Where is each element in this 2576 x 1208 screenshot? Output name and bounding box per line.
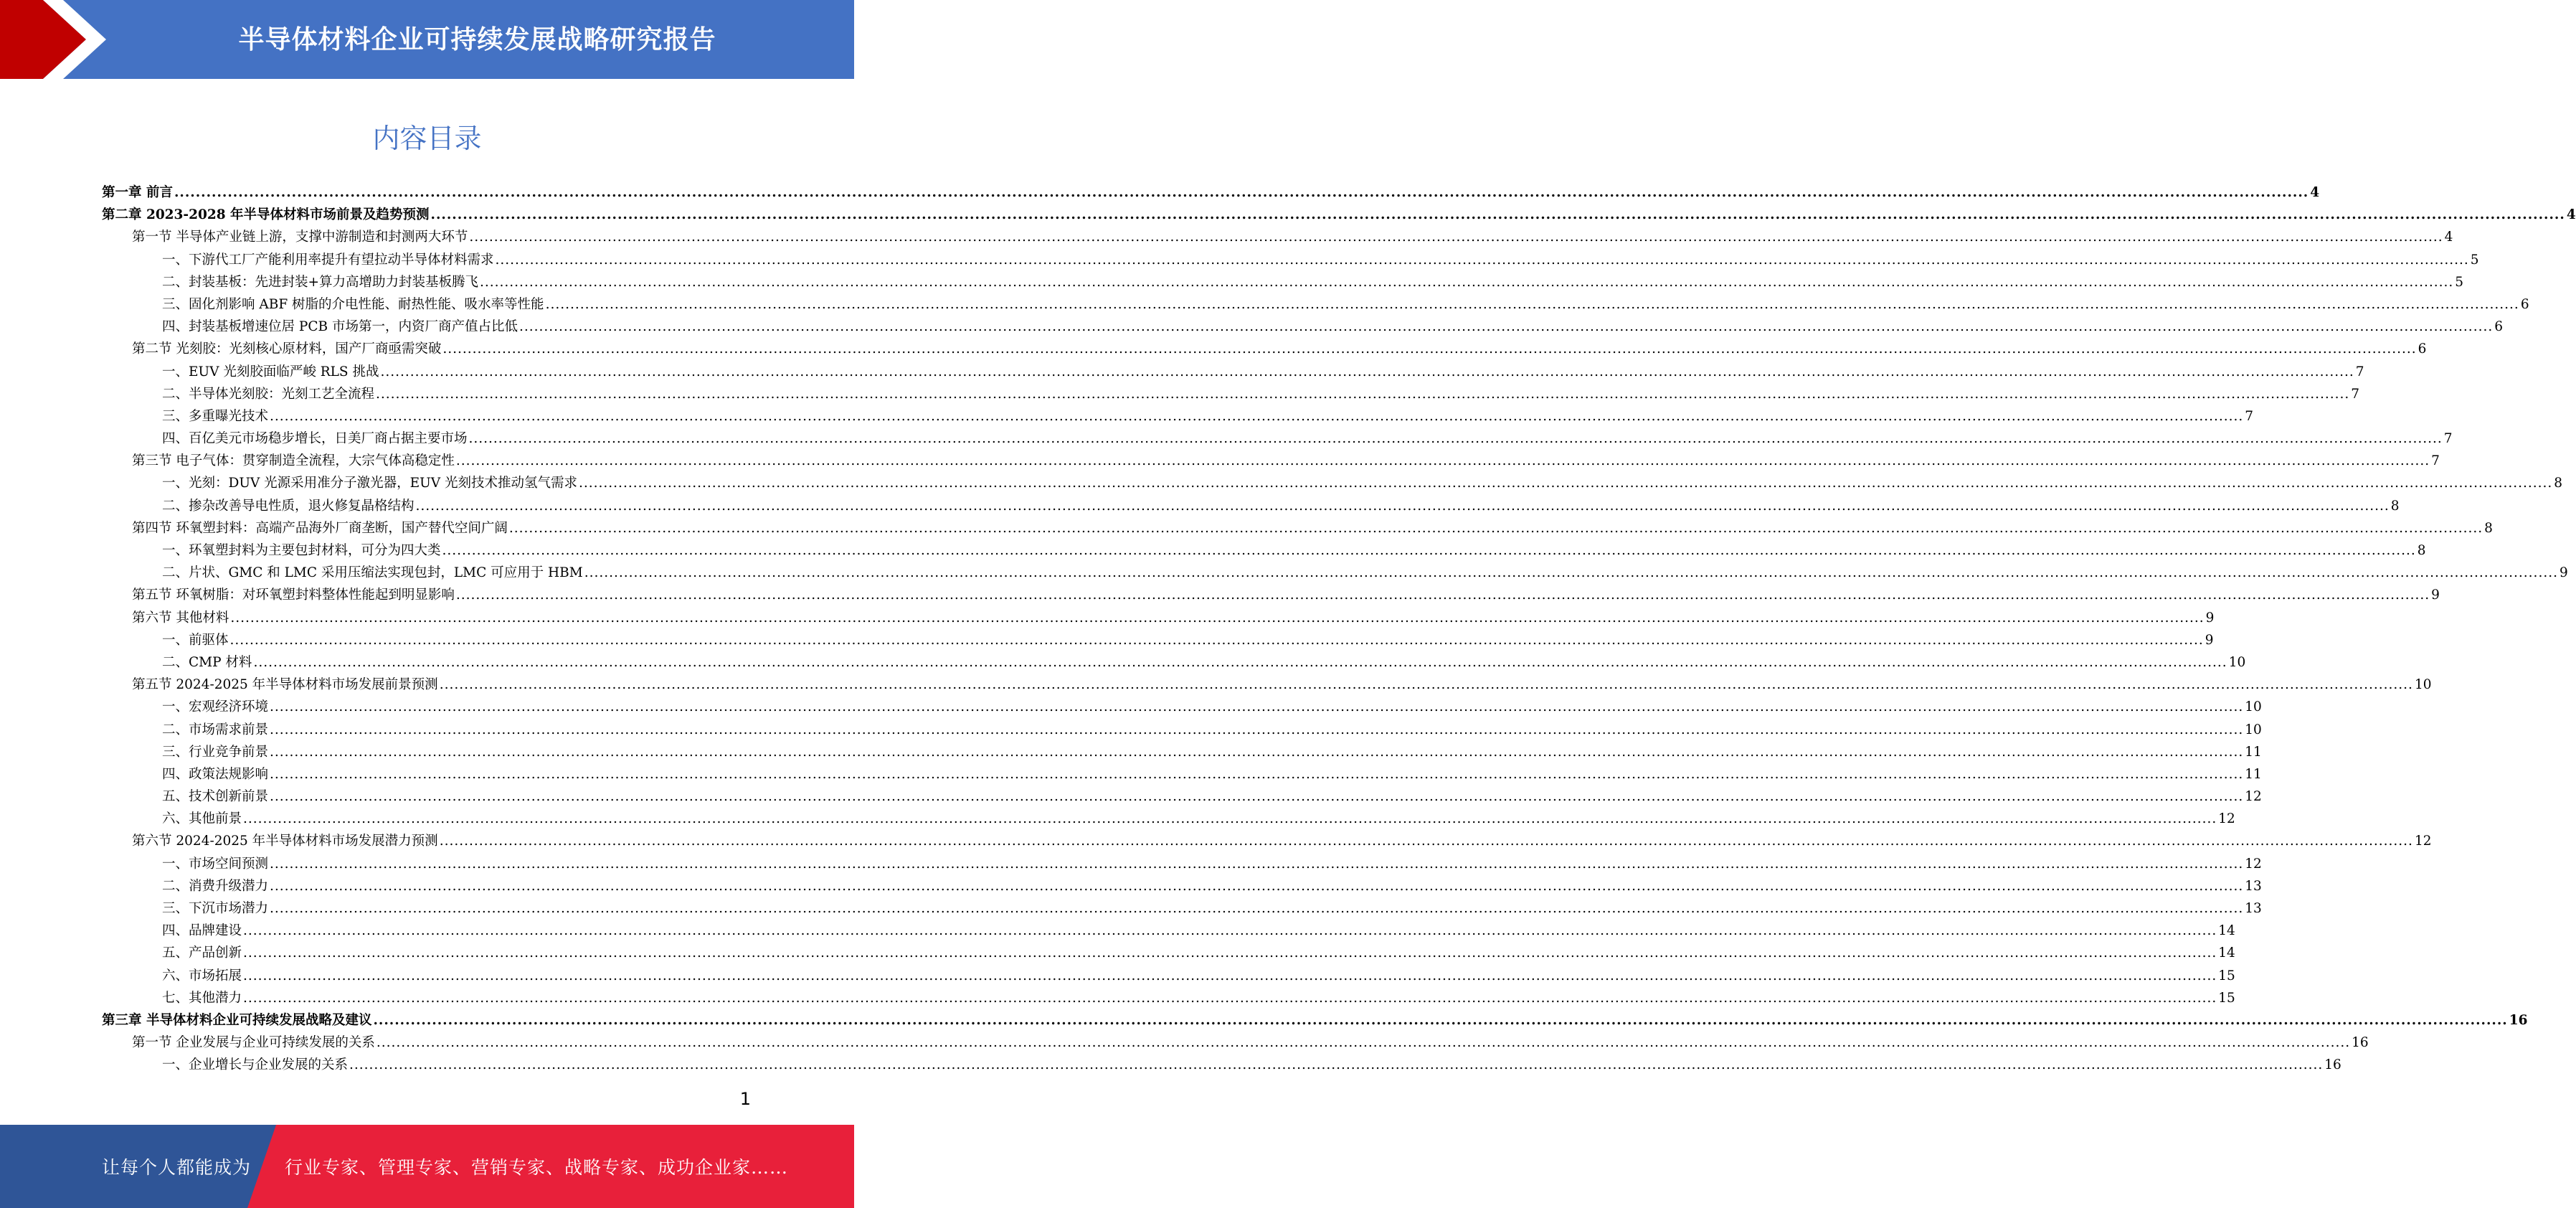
toc-entry[interactable]	[102, 943, 2235, 965]
toc-entry-title: 一、环氧塑封料为主要包封材料，可分为四大类	[162, 543, 441, 558]
toc-dot-leader: ................................................................................................................................................................................................................................................................................................................................................................................................................	[270, 856, 2244, 872]
toc-entry-title: 四、封装基板增速位居 PCB 市场第一，内资厂商产值占比低	[162, 319, 518, 335]
toc-entry[interactable]	[102, 1010, 2528, 1032]
toc-entry-page: 14	[2218, 923, 2235, 939]
toc-entry[interactable]	[102, 540, 2426, 562]
toc-entry-title: 一、宏观经济环境	[162, 699, 269, 715]
toc-entry-page: 10	[2228, 654, 2246, 670]
toc-dot-leader: ................................................................................................................................................................................................................................................................................................................................................................................................................	[243, 945, 2217, 961]
toc-entry-title: 第二章 2023-2028 年半导体材料市场前景及趋势预测	[102, 207, 430, 223]
toc-dot-leader: ................................................................................................................................................................................................................................................................................................................................................................................................................	[584, 565, 2558, 581]
toc-dot-leader: ................................................................................................................................................................................................................................................................................................................................................................................................................	[442, 543, 2416, 558]
toc-entry[interactable]	[102, 272, 2464, 294]
toc-entry-page: 13	[2245, 878, 2262, 894]
toc-entry-page: 7	[2431, 453, 2440, 469]
toc-dot-leader: ................................................................................................................................................................................................................................................................................................................................................................................................................	[480, 274, 2454, 290]
toc-entry-title: 第三节 电子气体：贯穿制造全流程，大宗气体高稳定性	[132, 453, 455, 469]
toc-entry-title: 一、前驱体	[162, 632, 229, 648]
toc-entry[interactable]	[102, 294, 2529, 316]
footer-slogan-right: 行业专家、管理专家、营销专家、战略专家、成功企业家……	[285, 1157, 789, 1178]
toc-dot-leader: ................................................................................................................................................................................................................................................................................................................................................................................................................	[243, 968, 2217, 983]
toc-dot-leader: ................................................................................................................................................................................................................................................................................................................................................................................................................	[415, 498, 2390, 514]
toc-dot-leader: ................................................................................................................................................................................................................................................................................................................................................................................................................	[373, 1012, 2508, 1028]
toc-dot-leader: ................................................................................................................................................................................................................................................................................................................................................................................................................	[545, 296, 2519, 312]
toc-entry-title: 二、消费升级潜力	[162, 878, 269, 894]
table-of-contents	[102, 182, 2576, 1077]
toc-entry-page: 4	[2444, 230, 2453, 245]
toc-entry-page: 16	[2352, 1035, 2369, 1051]
toc-entry[interactable]	[102, 250, 2479, 272]
toc-entry[interactable]	[102, 697, 2262, 719]
toc-entry-page: 10	[2245, 722, 2262, 737]
toc-entry-title: 一、下游代工厂产能利用率提升有望拉动半导体材料需求	[162, 252, 494, 268]
toc-dot-leader: ................................................................................................................................................................................................................................................................................................................................................................................................................	[270, 878, 2244, 894]
toc-dot-leader: ................................................................................................................................................................................................................................................................................................................................................................................................................	[243, 923, 2217, 939]
toc-entry-title: 三、下沉市场潜力	[162, 901, 269, 916]
toc-entry-title: 第五节 2024-2025 年半导体材料市场发展前景预测	[132, 677, 438, 693]
toc-entry[interactable]	[102, 428, 2453, 450]
toc-entry-page: 5	[2470, 252, 2479, 268]
toc-entry-page: 6	[2520, 296, 2529, 312]
toc-dot-leader: ................................................................................................................................................................................................................................................................................................................................................................................................................	[270, 789, 2244, 805]
toc-entry-page: 4	[2566, 207, 2576, 223]
toc-entry-title: 第六节 2024-2025 年半导体材料市场发展潜力预测	[132, 834, 438, 849]
toc-entry-page: 14	[2218, 945, 2235, 961]
toc-dot-leader: ................................................................................................................................................................................................................................................................................................................................................................................................................	[174, 185, 2309, 200]
toc-entry[interactable]	[102, 316, 2503, 339]
toc-entry-page: 15	[2218, 990, 2235, 1006]
toc-entry-page: 12	[2245, 789, 2262, 805]
toc-entry-title: 一、企业增长与企业发展的关系	[162, 1057, 349, 1073]
toc-entry[interactable]	[102, 674, 2432, 697]
toc-entry-page: 13	[2245, 901, 2262, 916]
toc-dot-leader: ................................................................................................................................................................................................................................................................................................................................................................................................................	[270, 699, 2244, 715]
toc-entry[interactable]	[102, 384, 2360, 406]
header-arrow-icon	[0, 0, 115, 79]
toc-entry[interactable]	[102, 496, 2400, 518]
toc-entry[interactable]	[102, 808, 2235, 831]
toc-entry-page: 7	[2245, 408, 2254, 424]
toc-entry[interactable]	[102, 898, 2262, 920]
toc-entry-page: 12	[2414, 834, 2432, 849]
toc-entry-page: 16	[2324, 1057, 2341, 1073]
toc-entry-page: 9	[2205, 632, 2214, 648]
toc-dot-leader: ................................................................................................................................................................................................................................................................................................................................................................................................................	[243, 811, 2217, 827]
document-title: 半导体材料企业可持续发展战略研究报告	[238, 24, 716, 55]
toc-dot-leader: ................................................................................................................................................................................................................................................................................................................................................................................................................	[376, 1035, 2351, 1051]
toc-entry-title: 第六节 其他材料	[132, 610, 229, 626]
header-band	[0, 0, 854, 79]
toc-entry-page: 10	[2245, 699, 2262, 715]
page-number: 1	[739, 1089, 751, 1109]
toc-dot-leader: ................................................................................................................................................................................................................................................................................................................................................................................................................	[376, 386, 2350, 402]
toc-entry-title: 二、掺杂改善导电性质，退火修复晶格结构	[162, 498, 415, 514]
toc-entry-page: 11	[2245, 744, 2262, 760]
toc-entry-page: 6	[2418, 341, 2427, 357]
toc-entry[interactable]	[102, 786, 2262, 808]
toc-entry-title: 一、市场空间预测	[162, 856, 269, 872]
toc-entry[interactable]	[102, 719, 2262, 742]
toc-entry[interactable]	[102, 764, 2262, 786]
toc-entry-title: 四、政策法规影响	[162, 766, 269, 782]
toc-dot-leader: ................................................................................................................................................................................................................................................................................................................................................................................................................	[442, 341, 2417, 357]
toc-entry-page: 9	[2431, 588, 2440, 603]
toc-dot-leader: ................................................................................................................................................................................................................................................................................................................................................................................................................	[230, 610, 2205, 626]
toc-entry[interactable]	[102, 585, 2440, 607]
toc-entry[interactable]	[102, 227, 2453, 249]
toc-dot-leader: ................................................................................................................................................................................................................................................................................................................................................................................................................	[270, 901, 2244, 916]
toc-dot-leader: ................................................................................................................................................................................................................................................................................................................................................................................................................	[495, 252, 2469, 268]
toc-entry-title: 第五节 环氧树脂：对环氧塑封料整体性能起到明显影响	[132, 588, 455, 603]
toc-entry-title: 六、市场拓展	[162, 968, 242, 983]
toc-dot-leader: ................................................................................................................................................................................................................................................................................................................................................................................................................	[439, 677, 2413, 693]
toc-dot-leader: ................................................................................................................................................................................................................................................................................................................................................................................................................	[270, 766, 2244, 782]
toc-entry[interactable]	[102, 450, 2440, 473]
toc-dot-leader: ................................................................................................................................................................................................................................................................................................................................................................................................................	[469, 230, 2443, 245]
toc-dot-leader: ................................................................................................................................................................................................................................................................................................................................................................................................................	[455, 588, 2430, 603]
toc-entry-title: 三、行业竞争前景	[162, 744, 269, 760]
toc-entry-title: 三、多重曝光技术	[162, 408, 269, 424]
toc-entry-title: 第一节 企业发展与企业可持续发展的关系	[132, 1035, 375, 1051]
toc-entry[interactable]	[102, 831, 2432, 853]
toc-entry-title: 二、片状、GMC 和 LMC 采用压缩法实现包封，LMC 可应用于 HBM	[162, 565, 583, 581]
toc-entry-page: 9	[2205, 610, 2215, 626]
toc-entry[interactable]	[102, 876, 2262, 898]
toc-entry-title: 五、技术创新前景	[162, 789, 269, 805]
toc-entry[interactable]	[102, 562, 2568, 585]
toc-entry-page: 7	[2443, 431, 2453, 447]
toc-entry[interactable]	[102, 1054, 2341, 1077]
toc-entry-page: 10	[2414, 677, 2432, 693]
toc-entry[interactable]	[102, 204, 2576, 227]
toc-entry[interactable]	[102, 473, 2563, 495]
toc-dot-leader: ................................................................................................................................................................................................................................................................................................................................................................................................................	[579, 476, 2553, 491]
footer-slogan-left: 让每个人都能成为	[102, 1157, 252, 1178]
toc-entry[interactable]	[102, 518, 2493, 540]
toc-entry[interactable]	[102, 630, 2214, 652]
toc-entry-page: 5	[2455, 274, 2464, 290]
toc-entry[interactable]	[102, 362, 2364, 384]
toc-entry-title: 七、其他潜力	[162, 990, 242, 1006]
toc-dot-leader: ................................................................................................................................................................................................................................................................................................................................................................................................................	[380, 364, 2354, 379]
toc-entry-page: 8	[2417, 543, 2426, 558]
toc-dot-leader: ................................................................................................................................................................................................................................................................................................................................................................................................................	[270, 722, 2244, 737]
toc-entry-title: 三、固化剂影响 ABF 树脂的介电性能、耐热性能、吸水率等性能	[162, 296, 544, 312]
toc-dot-leader: ................................................................................................................................................................................................................................................................................................................................................................................................................	[270, 408, 2244, 424]
toc-dot-leader: ................................................................................................................................................................................................................................................................................................................................................................................................................	[430, 207, 2565, 223]
toc-dot-leader: ................................................................................................................................................................................................................................................................................................................................................................................................................	[508, 520, 2483, 536]
toc-entry-page: 8	[2484, 520, 2493, 536]
toc-dot-leader: ................................................................................................................................................................................................................................................................................................................................................................................................................	[439, 834, 2413, 849]
toc-dot-leader: ................................................................................................................................................................................................................................................................................................................................................................................................................	[270, 744, 2244, 760]
toc-entry-title: 六、其他前景	[162, 811, 242, 827]
toc-entry[interactable]	[102, 854, 2262, 876]
toc-entry-page: 4	[2310, 185, 2320, 200]
toc-entry-title: 第一章 前言	[102, 185, 173, 200]
toc-entry-title: 第四节 环氧塑封料：高端产品海外厂商垄断，国产替代空间广阔	[132, 520, 508, 536]
toc-entry[interactable]	[102, 966, 2235, 988]
toc-entry-title: 四、品牌建设	[162, 923, 242, 939]
toc-entry-title: 二、半导体光刻胶：光刻工艺全流程	[162, 386, 375, 402]
toc-entry-page: 12	[2218, 811, 2235, 827]
toc-entry-page: 16	[2509, 1012, 2528, 1028]
toc-entry-title: 第二节 光刻胶：光刻核心原材料，国产厂商亟需突破	[132, 341, 442, 357]
toc-dot-leader: ................................................................................................................................................................................................................................................................................................................................................................................................................	[455, 453, 2430, 469]
toc-entry[interactable]	[102, 1032, 2369, 1054]
toc-dot-leader: ................................................................................................................................................................................................................................................................................................................................................................................................................	[349, 1057, 2324, 1073]
toc-dot-leader: ................................................................................................................................................................................................................................................................................................................................................................................................................	[253, 654, 2227, 670]
toc-entry-page: 11	[2245, 766, 2262, 782]
toc-entry-page: 7	[2355, 364, 2364, 379]
footer-band	[0, 1125, 854, 1208]
toc-entry[interactable]	[102, 988, 2235, 1010]
toc-entry-title: 一、EUV 光刻胶面临严峻 RLS 挑战	[162, 364, 379, 379]
toc-entry[interactable]	[102, 742, 2262, 764]
toc-entry-title: 二、市场需求前景	[162, 722, 269, 737]
toc-entry-page: 8	[2554, 476, 2563, 491]
toc-entry[interactable]	[102, 920, 2235, 943]
toc-entry[interactable]	[102, 182, 2320, 204]
toc-entry[interactable]	[102, 339, 2427, 361]
toc-entry-title: 一、光刻：DUV 光源采用准分子激光器，EUV 光刻技术推动氢气需求	[162, 476, 578, 491]
toc-entry-title: 二、封装基板：先进封装+算力高增助力封装基板腾飞	[162, 274, 479, 290]
toc-entry[interactable]	[102, 652, 2246, 674]
toc-entry-title: 二、CMP 材料	[162, 654, 252, 670]
toc-heading: 内容目录	[372, 123, 482, 154]
toc-entry-title: 五、产品创新	[162, 945, 242, 961]
toc-entry[interactable]	[102, 406, 2254, 428]
toc-entry-title: 四、百亿美元市场稳步增长，日美厂商占据主要市场	[162, 431, 468, 447]
toc-entry[interactable]	[102, 608, 2215, 630]
toc-dot-leader: ................................................................................................................................................................................................................................................................................................................................................................................................................	[518, 319, 2494, 335]
toc-entry-page: 7	[2351, 386, 2360, 402]
toc-entry-title: 第一节 半导体产业链上游，支撑中游制造和封测两大环节	[132, 230, 468, 245]
toc-entry-page: 6	[2494, 319, 2503, 335]
toc-dot-leader: ................................................................................................................................................................................................................................................................................................................................................................................................................	[229, 632, 2204, 648]
toc-entry-page: 9	[2559, 565, 2568, 581]
toc-dot-leader: ................................................................................................................................................................................................................................................................................................................................................................................................................	[468, 431, 2443, 447]
toc-entry-title: 第三章 半导体材料企业可持续发展战略及建议	[102, 1012, 372, 1028]
toc-entry-page: 15	[2218, 968, 2235, 983]
toc-entry-page: 8	[2390, 498, 2400, 514]
toc-dot-leader: ................................................................................................................................................................................................................................................................................................................................................................................................................	[243, 990, 2217, 1006]
toc-entry-page: 12	[2245, 856, 2262, 872]
